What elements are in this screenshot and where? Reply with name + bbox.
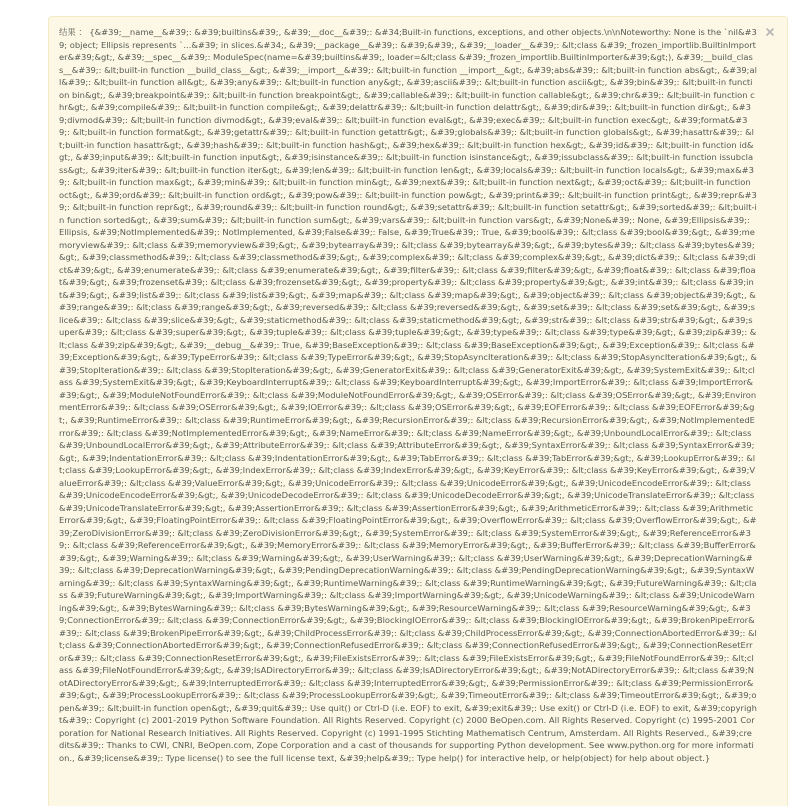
result-alert [48, 16, 788, 806]
alert-message: 结果 ： {&#39;__name__&#39;: &#39;builtins&#39;, &#39;__doc__&#39;: &#34;Built-in functions, exceptions, and other objects.\n\nNoteworthy: None is the `nil&#39; object; Ellipsis represents `...&#39; in slices.&#34;, &#39;__package__&#39;: &#39;&#39;, &#39;__loader__&#39;: &lt;class &#39;_frozen_importlib.BuiltinImporter&#39;&gt;, &#39;__spec__&#39;: ModuleSpec(name=&#39;builtins&#39;, loader=&lt;class &#39;_frozen_importlib.BuiltinImporter&#39;&gt;), &#39;__build_class__&#39;: &lt;built-in function __build_class__&gt;, &#39;__import__&#39;: &lt;built-in function __import__&gt;, &#39;abs&#39;: &lt;built-in function abs&gt;, &#39;all&#39;: &lt;built-in function all&gt;, &#39;any&#39;: &lt;built-in function any&gt;, &#39;ascii&#39;: &lt;built-in function ascii&gt;, &#39;bin&#39;: &lt;built-in function bin&gt;, &#39;breakpoint&#39;: &lt;built-in function breakpoint&gt;, &#39;callable&#39;: &lt;built-in function callable&gt;, &#39;chr&#39;: &lt;built-in function chr&gt;, &#39;compile&#39;: &lt;built-in function compile&gt;, &#39;delattr&#39;: &lt;built-in function delattr&gt;, &#39;dir&#39;: &lt;built-in function dir&gt;, &#39;divmod&#39;: &lt;built-in function divmod&gt;, &#39;eval&#39;: &lt;built-in function eval&gt;, &#39;exec&#39;: &lt;built-in function exec&gt;, &#39;format&#39;: &lt;built-in function format&gt;, &#39;getattr&#39;: &lt;built-in function getattr&gt;, &#39;globals&#39;: &lt;built-in function globals&gt;, &#39;hasattr&#39;: &lt;built-in function hasattr&gt;, &#39;hash&#39;: &lt;built-in function hash&gt;, &#39;hex&#39;: &lt;built-in function hex&gt;, &#39;id&#39;: &lt;built-in function id&gt;, &#39;input&#39;: &lt;built-in function input&gt;, &#39;isinstance&#39;: &lt;built-in function isinstance&gt;, &#39;issubclass&#39;: &lt;built-in function issubclass&gt;, &#39;iter&#39;: &lt;built-in function iter&gt;, &#39;len&#39;: &lt;built-in function len&gt;, &#39;locals&#39;: &lt;built-in function locals&gt;, &#39;max&#39;: &lt;built-in function max&gt;, &#39;min&#39;: &lt;built-in function min&gt;, &#39;next&#39;: &lt;built-in function next&gt;, &#39;oct&#39;: &lt;built-in function oct&gt;, &#39;ord&#39;: &lt;built-in function ord&gt;, &#39;pow&#39;: &lt;built-in function pow&gt;, &#39;print&#39;: &lt;built-in function print&gt;, &#39;repr&#39;: &lt;built-in function repr&gt;, &#39;round&#39;: &lt;built-in function round&gt;, &#39;setattr&#39;: &lt;built-in function setattr&gt;, &#39;sorted&#39;: &lt;built-in function sorted&gt;, &#39;sum&#39;: &lt;built-in function sum&gt;, &#39;vars&#39;: &lt;built-in function vars&gt;, &#39;None&#39;: None, &#39;Ellipsis&#39;: Ellipsis, &#39;NotImplemented&#39;: NotImplemented, &#39;False&#39;: False, &#39;True&#39;: True, &#39;bool&#39;: &lt;class &#39;bool&#39;&gt;, &#39;memoryview&#39;: &lt;class &#39;memoryview&#39;&gt;, &#39;bytearray&#39;: &lt;class &#39;bytearray&#39;&gt;, &#39;bytes&#39;: &lt;class &#39;bytes&#39;&gt;, &#39;classmethod&#39;: &lt;class &#39;classmethod&#39;&gt;, &#39;complex&#39;: &lt;class &#39;complex&#39;&gt;, &#39;dict&#39;: &lt;class &#39;dict&#39;&gt;, &#39;enumerate&#39;: &lt;class &#39;enumerate&#39;&gt;, &#39;filter&#39;: &lt;class &#39;filter&#39;&gt;, &#39;float&#39;: &lt;class &#39;float&#39;&gt;, &#39;frozenset&#39;: &lt;class &#39;frozenset&#39;&gt;, &#39;property&#39;: &lt;class &#39;property&#39;&gt;, &#39;int&#39;: &lt;class &#39;int&#39;&gt;, &#39;list&#39;: &lt;class &#39;list&#39;&gt;, &#39;map&#39;: &lt;class &#39;map&#39;&gt;, &#39;object&#39;: &lt;class &#39;object&#39;&gt;, &#39;range&#39;: &lt;class &#39;range&#39;&gt;, &#39;reversed&#39;: &lt;class &#39;reversed&#39;&gt;, &#39;set&#39;: &lt;class &#39;set&#39;&gt;, &#39;slice&#39;: &lt;class &#39;slice&#39;&gt;, &#39;staticmethod&#39;: &lt;class &#39;staticmethod&#39;&gt;, &#39;str&#39;: &lt;class &#39;str&#39;&gt;, &#39;super&#39;: &lt;class &#39;super&#39;&gt;, &#39;tuple&#39;: &lt;class &#39;tuple&#39;&gt;, &#39;type&#39;: &lt;class &#39;type&#39;&gt;, &#39;zip&#39;: &lt;class &#39;zip&#39;&gt;, &#39;__debug__&#39;: True, &#39;BaseException&#39;: &lt;class &#39;BaseException&#39;&gt;, &#39;Exception&#39;: &lt;class &#39;Exception&#39;&gt;, &#39;TypeError&#39;: &lt;class &#39;TypeError&#39;&gt;, &#39;StopAsyncIteration&#39;: &lt;class &#39;StopAsyncIteration&#39;&gt;, &#39;StopIteration&#39;: &lt;class &#39;StopIteration&#39;&gt;, &#39;GeneratorExit&#39;: &lt;class &#39;GeneratorExit&#39;&gt;, &#39;SystemExit&#39;: &lt;class &#39;SystemExit&#39;&gt;, &#39;KeyboardInterrupt&#39;: &lt;class &#39;KeyboardInterrupt&#39;&gt;, &#39;ImportError&#39;: &lt;class &#39;ImportError&#39;&gt;, &#39;ModuleNotFoundError&#39;: &lt;class &#39;ModuleNotFoundError&#39;&gt;, &#39;OSError&#39;: &lt;class &#39;OSError&#39;&gt;, &#39;EnvironmentError&#39;: &lt;class &#39;OSError&#39;&gt;, &#39;IOError&#39;: &lt;class &#39;OSError&#39;&gt;, &#39;EOFError&#39;: &lt;class &#39;EOFError&#39;&gt;, &#39;RuntimeError&#39;: &lt;class &#39;RuntimeError&#39;&gt;, &#39;RecursionError&#39;: &lt;class &#39;RecursionError&#39;&gt;, &#39;NotImplementedError&#39;: &lt;class &#39;NotImplementedError&#39;&gt;, &#39;NameError&#39;: &lt;class &#39;NameError&#39;&gt;, &#39;UnboundLocalError&#39;: &lt;class &#39;UnboundLocalError&#39;&gt;, &#39;AttributeError&#39;: &lt;class &#39;AttributeError&#39;&gt;, &#39;SyntaxError&#39;: &lt;class &#39;SyntaxError&#39;&gt;, &#39;IndentationError&#39;: &lt;class &#39;IndentationError&#39;&gt;, &#39;TabError&#39;: &lt;class &#39;TabError&#39;&gt;, &#39;LookupError&#39;: &lt;class &#39;LookupError&#39;&gt;, &#39;IndexError&#39;: &lt;class &#39;IndexError&#39;&gt;, &#39;KeyError&#39;: &lt;class &#39;KeyError&#39;&gt;, &#39;ValueError&#39;: &lt;class &#39;ValueError&#39;&gt;, &#39;UnicodeError&#39;: &lt;class &#39;UnicodeError&#39;&gt;, &#39;UnicodeEncodeError&#39;: &lt;class &#39;UnicodeEncodeError&#39;&gt;, &#39;UnicodeDecodeError&#39;: &lt;class &#39;UnicodeDecodeError&#39;&gt;, &#39;UnicodeTranslateError&#39;: &lt;class &#39;UnicodeTranslateError&#39;&gt;, &#39;AssertionError&#39;: &lt;class &#39;AssertionError&#39;&gt;, &#39;ArithmeticError&#39;: &lt;class &#39;ArithmeticError&#39;&gt;, &#39;FloatingPointError&#39;: &lt;class &#39;FloatingPointError&#39;&gt;, &#39;OverflowError&#39;: &lt;class &#39;OverflowError&#39;&gt;, &#39;ZeroDivisionError&#39;: &lt;class &#39;ZeroDivisionError&#39;&gt;, &#39;SystemError&#39;: &lt;class &#39;SystemError&#39;&gt;, &#39;ReferenceError&#39;: &lt;class &#39;ReferenceError&#39;&gt;, &#39;MemoryError&#39;: &lt;class &#39;MemoryError&#39;&gt;, &#39;BufferError&#39;: &lt;class &#39;BufferError&#39;&gt;, &#39;Warning&#39;: &lt;class &#39;Warning&#39;&gt;, &#39;UserWarning&#39;: &lt;class &#39;UserWarning&#39;&gt;, &#39;DeprecationWarning&#39;: &lt;class &#39;DeprecationWarning&#39;&gt;, &#39;PendingDeprecationWarning&#39;: &lt;class &#39;PendingDeprecationWarning&#39;&gt;, &#39;SyntaxWarning&#39;: &lt;class &#39;SyntaxWarning&#39;&gt;, &#39;RuntimeWarning&#39;: &lt;class &#39;RuntimeWarning&#39;&gt;, &#39;FutureWarning&#39;: &lt;class &#39;FutureWarning&#39;&gt;, &#39;ImportWarning&#39;: &lt;class &#39;ImportWarning&#39;&gt;, &#39;UnicodeWarning&#39;: &lt;class &#39;UnicodeWarning&#39;&gt;, &#39;BytesWarning&#39;: &lt;class &#39;BytesWarning&#39;&gt;, &#39;ResourceWarning&#39;: &lt;class &#39;ResourceWarning&#39;&gt;, &#39;ConnectionError&#39;: &lt;class &#39;ConnectionError&#39;&gt;, &#39;BlockingIOError&#39;: &lt;class &#39;BlockingIOError&#39;&gt;, &#39;BrokenPipeError&#39;: &lt;class &#39;BrokenPipeError&#39;&gt;, &#39;ChildProcessError&#39;: &lt;class &#39;ChildProcessError&#39;&gt;, &#39;ConnectionAbortedError&#39;: &lt;class &#39;ConnectionAbortedError&#39;&gt;, &#39;ConnectionRefusedError&#39;: &lt;class &#39;ConnectionRefusedError&#39;&gt;, &#39;ConnectionResetError&#39;: &lt;class &#39;ConnectionResetError&#39;&gt;, &#39;FileExistsError&#39;: &lt;class &#39;FileExistsError&#39;&gt;, &#39;FileNotFoundError&#39;: &lt;class &#39;FileNotFoundError&#39;&gt;, &#39;IsADirectoryError&#39;: &lt;class &#39;IsADirectoryError&#39;&gt;, &#39;NotADirectoryError&#39;: &lt;class &#39;NotADirectoryError&#39;&gt;, &#39;InterruptedError&#39;: &lt;class &#39;InterruptedError&#39;&gt;, &#39;PermissionError&#39;: &lt;class &#39;PermissionError&#39;&gt;, &#39;ProcessLookupError&#39;: &lt;class &#39;ProcessLookupError&#39;&gt;, &#39;TimeoutError&#39;: &lt;class &#39;TimeoutError&#39;&gt;, &#39;open&#39;: &lt;built-in function open&gt;, &#39;quit&#39;: Use quit() or Ctrl-D (i.e. EOF) to exit, &#39;exit&#39;: Use exit() or Ctrl-D (i.e. EOF) to exit, &#39;copyright&#39;: Copyright (c) 2001-2019 Python Software Foundation. All Rights Reserved. Copyright (c) 2000 BeOpen.com. All Rights Reserved. Copyright (c) 1995-2001 Corporation for National Research Initiatives. All Rights Reserved. Copyright (c) 1991-1995 Stichting Mathematisch Centrum, Amsterdam. All Rights Reserved., &#39;credits&#39;: Thanks to CWI, CNRI, BeOpen.com, Zope Corporation and a cast of thousands for supporting Python development. See www.python.org for more information., &#39;license&#39;: Type license() to see the full license text, &#39;help&#39;: Type help() for interactive help, or help(object) for help about object.} [59, 27, 757, 763]
close-icon[interactable] [763, 25, 777, 39]
